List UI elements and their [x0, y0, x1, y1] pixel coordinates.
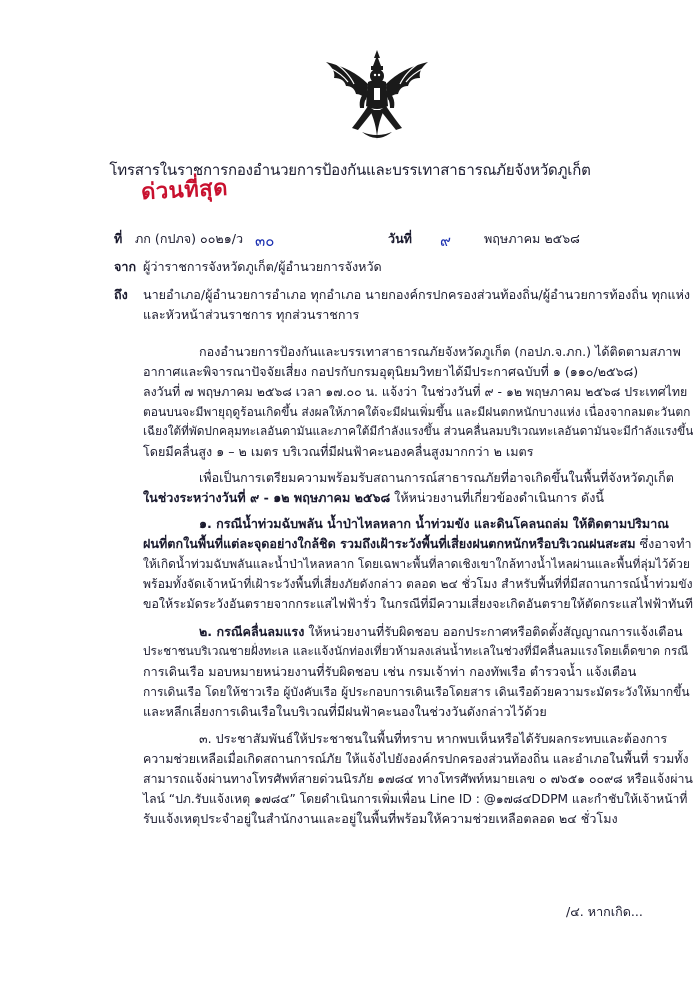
paragraph-line: ความช่วยเหลือเมื่อเกิดสถานการณ์ภัย ให้แจ้งไปยังองค์กรปกครองส่วนท้องถิ่น และอำเภอในพื้นที่ รวมทั้ง	[143, 751, 689, 766]
item-1-heading: ๑. กรณีน้ำท่วมฉับพลัน น้ำป่าไหลหลาก น้ำท่วมขัง และดินโคลนถล่ม ให้ติดตามปริมาณ	[199, 516, 669, 531]
document-title: โทรสารในราชการกองอำนวยการป้องกันและบรรเทาสาธารณภัยจังหวัดภูเก็ต	[109, 161, 591, 179]
paragraph-line: พร้อมทั้งจัดเจ้าหน้าที่เฝ้าระวังพื้นที่เสี่ยงภัยดังกล่าว ตลอด ๒๔ ชั่วโมง สำหรับพื้นที่ที่มีสถานการณ์น้ำท่วมขัง	[143, 577, 693, 591]
urgent-stamp: ด่วนที่สุด	[140, 175, 229, 206]
ref-label: ที่	[114, 231, 123, 246]
paragraph-line: ขอให้ระมัดระวังอันตรายจากกระแสไฟฟ้ารั่ว ในกรณีที่มีความเสี่ยงจะเกิดอันตรายให้ตัดกระแสไฟฟ้าทันที	[143, 596, 693, 611]
paragraph-text: ให้หน่วยงานที่รับผิดชอบ ออกประกาศหรือติดตั้งสัญญาณการแจ้งเตือน	[304, 624, 683, 639]
paragraph-line: ให้เกิดน้ำท่วมฉับพลันและน้ำป่าไหลหลาก โดยเฉพาะพื้นที่ลาดเชิงเขาใกล้ทางน้ำไหลผ่านและพื้นที่ลุ่มไว้ด้วย	[143, 557, 690, 571]
paragraph-line: โดยมีคลื่นสูง ๑ – ๒ เมตร บริเวณที่มีฝนฟ้าคะนองคลื่นสูงมากกว่า ๒ เมตร	[143, 444, 534, 459]
paragraph-text: ซึ่งอาจทำ	[635, 536, 692, 551]
date-day-handwritten: ๙	[440, 232, 451, 250]
paragraph-line: สามารถแจ้งผ่านทางโทรศัพท์สายด่วนนิรภัย ๑๗๘๔ ทางโทรศัพท์หมายเลข ๐ ๗๖๕๑ ๐๐๙๘ หรือแจ้งผ่าน	[143, 771, 693, 786]
date-month-year: พฤษภาคม ๒๕๖๘	[484, 231, 580, 246]
ref-number: ภก (กปภจ) ๐๐๒๑/ว	[135, 231, 244, 246]
date-label: วันที่	[388, 231, 412, 246]
paragraph-line: อากาศและพิจารณาปัจจัยเสี่ยง กอปรกับกรมอุตุนิยมวิทยาได้มีประกาศฉบับที่ ๑ (๑๑๐/๒๕๖๘)	[143, 364, 639, 379]
paragraph-line: กองอำนวยการป้องกันและบรรเทาสาธารณภัยจังหวัดภูเก็ต (กอปภ.จ.ภก.) ได้ติดตามสภาพ	[199, 344, 681, 359]
item-3-heading: ๓. ประชาสัมพันธ์ให้ประชาชนในพื้นที่ทราบ หากพบเห็นหรือได้รับผลกระทบและต้องการ	[199, 731, 668, 746]
paragraph-line: การเดินเรือ โดยให้ชาวเรือ ผู้บังคับเรือ ผู้ประกอบการเดินเรือโดยสาร เดินเรือด้วยความระมัดระวังให้มากขึ้น	[143, 685, 690, 699]
to-label: ถึง	[114, 287, 128, 302]
date-range-bold: ในช่วงระหว่างวันที่ ๙ - ๑๒ พฤษภาคม ๒๕๖๘	[143, 490, 391, 505]
garuda-emblem-icon	[322, 48, 432, 143]
to-line: และหัวหน้าส่วนราชการ ทุกส่วนราชการ	[143, 307, 360, 322]
paragraph-line: รับแจ้งเหตุประจำอยู่ในสำนักงานและอยู่ในพื้นที่พร้อมให้ความช่วยเหลือตลอด ๒๔ ชั่วโมง	[143, 811, 618, 826]
paragraph-line: และหลีกเลี่ยงการเดินเรือในบริเวณที่มีฝนฟ้าคะนองในช่วงวันดังกล่าวไว้ด้วย	[143, 704, 547, 719]
from-label: จาก	[114, 259, 137, 274]
paragraph-line: เฉียงใต้ที่พัดปกคลุมทะเลอันดามันและภาคใต้มีกำลังแรงขึ้น ส่วนคลื่นลมบริเวณทะเลอันดามันจะมีกำลังแรงขึ้น	[143, 424, 694, 438]
item-2-heading: ๒. กรณีคลื่นลมแรง	[199, 624, 305, 639]
to-line: นายอำเภอ/ผู้อำนวยการอำเภอ ทุกอำเภอ นายกองค์กรปกครองส่วนท้องถิ่น/ผู้อำนวยการท้องถิ่น ทุกแห่ง	[143, 287, 691, 302]
ref-number-handwritten: ๓๐	[255, 232, 275, 250]
paragraph-line: ประชาชนบริเวณชายฝั่งทะเล และแจ้งนักท่องเที่ยวห้ามลงเล่นน้ำทะเลในช่วงที่มีคลื่นลมแรงโดยเด็ดขาด กรณี	[143, 644, 689, 658]
paragraph-line: ตอนบนจะมีพายุฤดูร้อนเกิดขึ้น ส่งผลให้ภาคใต้จะมีฝนเพิ่มขึ้น และมีฝนตกหนักบางแห่ง เนื่องจากลมตะวันตก	[143, 405, 691, 419]
item-1-heading-cont: ฝนที่ตกในพื้นที่แต่ละจุดอย่างใกล้ชิด รวมถึงเฝ้าระวังพื้นที่เสี่ยงฝนตกหนักหรือบริเวณฝนสะสม	[143, 536, 636, 551]
paragraph-line: เพื่อเป็นการเตรียมความพร้อมรับสถานการณ์สาธารณภัยที่อาจเกิดขึ้นในพื้นที่จังหวัดภูเก็ต	[199, 470, 674, 485]
from-text: ผู้ว่าราชการจังหวัดภูเก็ต/ผู้อำนวยการจังหวัด	[143, 259, 382, 274]
paragraph-line: ลงวันที่ ๗ พฤษภาคม ๒๕๖๘ เวลา ๑๗.๐๐ น. แจ้งว่า ในช่วงวันที่ ๙ - ๑๒ พฤษภาคม ๒๕๖๘ ประเทศไทย	[143, 384, 688, 399]
paragraph-line: การเดินเรือ มอบหมายหน่วยงานที่รับผิดชอบ เช่น กรมเจ้าท่า กองทัพเรือ ตำรวจน้ำ แจ้งเตือน	[143, 664, 637, 679]
continuation-note: /๔. หากเกิด...	[566, 904, 643, 919]
paragraph-line: ไลน์ “ปภ.รับแจ้งเหตุ ๑๗๘๔” โดยดำเนินการเพิ่มเพื่อน Line ID : @๑๗๘๔DDPM และกำชับให้เจ้าหน้าที่	[143, 792, 688, 806]
paragraph-text: ให้หน่วยงานที่เกี่ยวข้องดำเนินการ ดังนี้	[390, 490, 604, 505]
